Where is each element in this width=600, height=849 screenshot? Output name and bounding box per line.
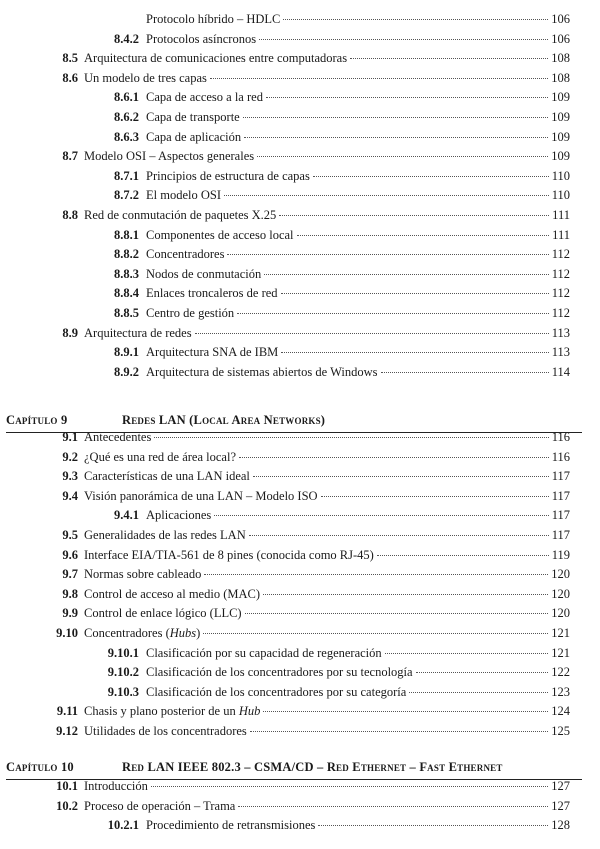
page-number: 108	[551, 51, 570, 65]
section-number: 8.5	[62, 51, 78, 65]
toc-entry	[0, 68, 600, 88]
dot-leader	[281, 352, 548, 353]
page-number: 109	[551, 130, 570, 144]
dot-leader	[409, 692, 548, 693]
dot-leader	[204, 574, 548, 575]
section-number: 8.7	[62, 149, 78, 163]
page-number: 106	[551, 32, 570, 46]
toc-entry	[0, 505, 600, 525]
section-title: El modelo OSI	[146, 188, 221, 202]
toc-entry	[0, 525, 600, 545]
toc-entry	[0, 303, 600, 323]
section-number: 9.3	[62, 469, 78, 483]
page-number: 119	[551, 548, 570, 562]
page-number: 112	[551, 267, 570, 281]
section-number: 8.6.1	[114, 90, 139, 104]
chapter-label: Capítulo 9	[6, 413, 68, 427]
section-title: Proceso de operación – Trama	[84, 799, 236, 813]
section-title: Enlaces troncaleros de red	[146, 286, 278, 300]
toc-entry	[0, 486, 600, 506]
dot-leader	[385, 653, 549, 654]
section-title: Componentes de acceso local	[146, 228, 294, 242]
dot-leader	[283, 19, 548, 20]
section-number: 8.8.4	[114, 286, 139, 300]
page-number: 117	[551, 528, 570, 542]
chapter-title: Red LAN IEEE 802.3 – CSMA/CD – Red Ethernet – Fast Ethernet	[122, 760, 503, 774]
dot-leader	[227, 254, 548, 255]
section-title: Introducción	[84, 779, 148, 793]
page-number: 110	[551, 169, 570, 183]
section-number: 9.4.1	[114, 508, 139, 522]
toc-entry	[0, 447, 600, 467]
section-title: Un modelo de tres capas	[84, 71, 207, 85]
page-number: 111	[552, 228, 570, 242]
dot-leader	[151, 786, 548, 787]
page-number: 116	[551, 450, 570, 464]
toc-entry	[0, 323, 600, 343]
page-number: 116	[551, 430, 570, 444]
page-number: 106	[551, 12, 570, 26]
section-title: Utilidades de los concentradores	[84, 724, 247, 738]
toc-entry	[0, 9, 600, 29]
section-title: Generalidades de las redes LAN	[84, 528, 246, 542]
page-number: 111	[552, 208, 570, 222]
toc-entry	[0, 466, 600, 486]
section-number: 9.10.2	[107, 665, 139, 679]
section-number: 8.8.1	[114, 228, 139, 242]
chapter-label: Capítulo 10	[6, 760, 74, 774]
page-number: 113	[551, 345, 570, 359]
section-title: Modelo OSI – Aspectos generales	[84, 149, 255, 163]
page-number: 117	[551, 489, 570, 503]
page-number: 112	[551, 247, 570, 261]
toc-entry	[0, 603, 600, 623]
dot-leader	[259, 39, 548, 40]
toc-entry	[0, 205, 600, 225]
dot-leader	[381, 372, 549, 373]
section-title: Control de acceso al medio (MAC)	[84, 587, 260, 601]
section-title: Procedimiento de retransmisiones	[146, 818, 316, 832]
section-title: Características de una LAN ideal	[84, 469, 250, 483]
page-number: 124	[551, 704, 570, 718]
section-title: Concentradores	[146, 247, 225, 261]
dot-leader	[249, 535, 549, 536]
dot-leader	[243, 117, 549, 118]
toc-entry	[0, 721, 600, 741]
section-title: ¿Qué es una red de área local?	[84, 450, 236, 464]
dot-leader	[238, 806, 548, 807]
section-number: 9.7	[62, 567, 78, 581]
section-number: 9.10.3	[107, 685, 139, 699]
section-number: 8.6.2	[114, 110, 139, 124]
toc-entry	[0, 776, 600, 796]
section-number: 8.6	[62, 71, 78, 85]
dot-leader	[214, 515, 548, 516]
page-number: 109	[551, 110, 570, 124]
toc-entry	[0, 701, 600, 721]
toc-entry	[0, 623, 600, 643]
dot-leader	[377, 555, 549, 556]
toc-entry	[0, 225, 600, 245]
dot-leader	[321, 496, 549, 497]
dot-leader	[281, 293, 549, 294]
toc-entry	[0, 127, 600, 147]
page-number: 125	[551, 724, 570, 738]
section-number: 10.2	[56, 799, 78, 813]
dot-leader	[195, 333, 549, 334]
toc-entry	[0, 185, 600, 205]
toc-entry	[0, 682, 600, 702]
page-number: 122	[551, 665, 570, 679]
toc-entry	[0, 662, 600, 682]
section-title: Capa de acceso a la red	[146, 90, 263, 104]
dot-leader	[250, 731, 548, 732]
toc-entry	[0, 564, 600, 584]
page-number: 128	[551, 818, 570, 832]
toc-entry	[0, 146, 600, 166]
toc-entry	[0, 107, 600, 127]
page-number: 127	[551, 799, 570, 813]
section-title: Clasificación de los concentradores por su tecnología	[146, 665, 413, 679]
dot-leader	[318, 825, 548, 826]
page-number: 114	[551, 365, 570, 379]
toc-entry	[0, 643, 600, 663]
section-number: 8.9	[62, 326, 78, 340]
dot-leader	[244, 137, 548, 138]
dot-leader	[154, 437, 548, 438]
section-number: 8.8.2	[114, 247, 139, 261]
page-number: 109	[551, 90, 570, 104]
section-number: 8.8.3	[114, 267, 139, 281]
page-number: 120	[551, 567, 570, 581]
dot-leader	[297, 235, 550, 236]
section-title: Principios de estructura de capas	[146, 169, 310, 183]
dot-leader	[264, 274, 548, 275]
section-number: 8.7.2	[114, 188, 139, 202]
section-title: Protocolo híbrido – HDLC	[146, 12, 281, 26]
section-title: Arquitectura de redes	[84, 326, 192, 340]
page-number: 117	[551, 508, 570, 522]
section-number: 9.6	[62, 548, 78, 562]
section-number: 8.8.5	[114, 306, 139, 320]
section-number: 10.2.1	[107, 818, 139, 832]
section-number: 10.1	[56, 779, 78, 793]
section-title: Arquitectura SNA de IBM	[146, 345, 279, 359]
page-number: 120	[551, 606, 570, 620]
section-title: Normas sobre cableado	[84, 567, 202, 581]
section-number: 9.5	[62, 528, 78, 542]
section-title: Interface EIA/TIA-561 de 8 pines (conocida como RJ-45)	[84, 548, 374, 562]
section-number: 9.10.1	[107, 646, 139, 660]
chapter-title: Redes LAN (Local Area Networks)	[122, 413, 326, 427]
section-number: 9.4	[62, 489, 78, 503]
section-number: 9.2	[62, 450, 78, 464]
section-number: 8.6.3	[114, 130, 139, 144]
section-title: Arquitectura de comunicaciones entre computadoras	[84, 51, 348, 65]
toc-entry	[0, 244, 600, 264]
toc-entry	[0, 362, 600, 382]
page-number: 110	[551, 188, 570, 202]
section-title: Nodos de conmutación	[146, 267, 262, 281]
page-number: 123	[551, 685, 570, 699]
dot-leader	[237, 313, 549, 314]
toc-entry	[0, 427, 600, 447]
page-number: 109	[551, 149, 570, 163]
section-number: 9.9	[62, 606, 78, 620]
page-number: 120	[551, 587, 570, 601]
section-number: 9.8	[62, 587, 78, 601]
dot-leader	[224, 195, 549, 196]
section-title: Chasis y plano posterior de un Hub	[84, 704, 261, 718]
section-title: Red de conmutación de paquetes X.25	[84, 208, 277, 222]
section-number: 9.10	[56, 626, 78, 640]
section-number: 8.4.2	[114, 32, 139, 46]
section-title: Antecedentes	[84, 430, 152, 444]
section-number: 9.11	[56, 704, 78, 718]
page-number: 112	[551, 306, 570, 320]
toc-entry	[0, 48, 600, 68]
section-number: 9.1	[62, 430, 78, 444]
section-title: Capa de aplicación	[146, 130, 242, 144]
section-title: Protocolos asíncronos	[146, 32, 257, 46]
page-number: 112	[551, 286, 570, 300]
toc-entry	[0, 29, 600, 49]
page-number: 127	[551, 779, 570, 793]
page-number: 121	[551, 646, 570, 660]
dot-leader	[313, 176, 549, 177]
page-number: 121	[551, 626, 570, 640]
dot-leader	[253, 476, 549, 477]
toc-entry	[0, 264, 600, 284]
section-number: 8.9.1	[114, 345, 139, 359]
toc-entry	[0, 283, 600, 303]
dot-leader	[239, 457, 549, 458]
section-title: Visión panorámica de una LAN – Modelo ISO	[84, 489, 318, 503]
toc-entry	[0, 796, 600, 816]
section-title: Aplicaciones	[146, 508, 212, 522]
dot-leader	[279, 215, 549, 216]
section-title: Centro de gestión	[146, 306, 235, 320]
dot-leader	[416, 672, 549, 673]
page-number: 113	[551, 326, 570, 340]
toc-entry	[0, 166, 600, 186]
dot-leader	[263, 594, 548, 595]
dot-leader	[266, 97, 548, 98]
dot-leader	[257, 156, 548, 157]
section-title: Capa de transporte	[146, 110, 240, 124]
toc-entry	[0, 584, 600, 604]
dot-leader	[263, 711, 548, 712]
section-title: Concentradores (Hubs)	[84, 626, 201, 640]
dot-leader	[210, 78, 548, 79]
section-title: Clasificación por su capacidad de regeneración	[146, 646, 382, 660]
section-number: 9.12	[56, 724, 78, 738]
section-number: 8.8	[62, 208, 78, 222]
section-title: Arquitectura de sistemas abiertos de Windows	[146, 365, 378, 379]
page-number: 108	[551, 71, 570, 85]
toc-entry	[0, 87, 600, 107]
toc-entry	[0, 545, 600, 565]
page-number: 117	[551, 469, 570, 483]
toc-entry	[0, 342, 600, 362]
section-title: Clasificación de los concentradores por su categoría	[146, 685, 407, 699]
section-title: Control de enlace lógico (LLC)	[84, 606, 242, 620]
section-number: 8.7.1	[114, 169, 139, 183]
dot-leader	[245, 613, 549, 614]
dot-leader	[203, 633, 548, 634]
toc-entry	[0, 815, 600, 835]
dot-leader	[350, 58, 548, 59]
section-number: 8.9.2	[114, 365, 139, 379]
